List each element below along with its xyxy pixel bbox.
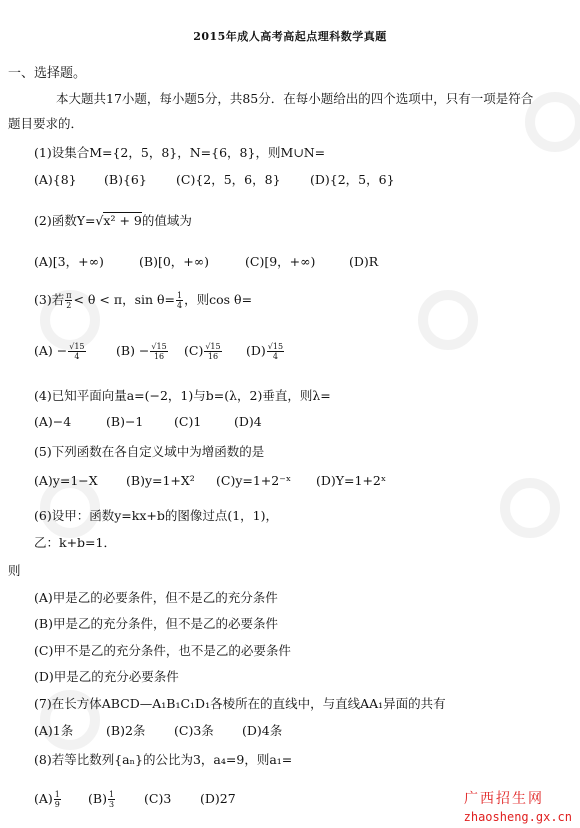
question-3-prefix: (3)若 bbox=[34, 292, 65, 307]
option-c: (C)3 bbox=[144, 791, 172, 806]
option-b: (B)y=1+X² bbox=[126, 473, 195, 488]
question-6-option-d: (D)甲是乙的充分必要条件 bbox=[34, 669, 179, 684]
question-2-radicand: x² + 9 bbox=[103, 213, 142, 228]
option-d: (D)27 bbox=[200, 791, 236, 806]
option-c: (C)3条 bbox=[174, 723, 214, 738]
question-2 bbox=[34, 211, 192, 229]
page-title: 2015年成人高考高起点理科数学真题 bbox=[193, 30, 387, 43]
option-b: (B) $\frac{1}{3}$ bbox=[88, 790, 115, 809]
option-a: (A)[3，+∞) bbox=[34, 254, 104, 269]
question-2-suffix: 的值域为 bbox=[141, 213, 192, 228]
option-a: (A) $\frac{1}{9}$ bbox=[34, 790, 60, 809]
option-a: (A)−4 bbox=[34, 414, 72, 429]
fraction-one-fourth: $\frac{1}{4}$ bbox=[177, 291, 183, 310]
option-b: (B)[0，+∞) bbox=[139, 254, 210, 269]
question-1: (1)设集合M={2，5，8}，N={6，8}，则M∪N= bbox=[34, 145, 326, 160]
option-c: (C)[9，+∞) bbox=[245, 254, 316, 269]
question-4: (4)已知平面向量a=(−2，1)与b=(λ，2)垂直，则λ= bbox=[34, 388, 331, 403]
site-name-footer: 广西招生网 bbox=[464, 791, 544, 807]
option-a: (A)y=1−X bbox=[34, 473, 98, 488]
option-c: (C)y=1+2⁻ˣ bbox=[216, 473, 292, 488]
watermark-logo bbox=[500, 478, 560, 538]
option-d: (D)4条 bbox=[242, 723, 283, 738]
site-url-footer[interactable]: zhaosheng.gx.cn bbox=[463, 810, 572, 824]
option-c: (C)1 bbox=[174, 414, 202, 429]
question-8-options bbox=[34, 790, 236, 809]
question-2-options bbox=[34, 252, 378, 270]
option-b: (B) − $\frac{√15}{16}$ bbox=[116, 342, 167, 361]
option-b: (B)2条 bbox=[106, 723, 146, 738]
question-3-suffix: ，则cos θ= bbox=[184, 292, 253, 307]
option-a: (A)1条 bbox=[34, 723, 74, 738]
question-5-options bbox=[34, 473, 386, 488]
intro-line-2: 题目要求的． bbox=[8, 116, 84, 131]
question-8: (8)若等比数列{aₙ}的公比为3，a₄=9，则a₁= bbox=[34, 752, 293, 767]
option-c: (C){2，5，6，8} bbox=[176, 172, 281, 187]
option-d: (D)4 bbox=[234, 414, 262, 429]
question-3 bbox=[34, 290, 252, 310]
question-2-prefix: (2)函数Y=√ bbox=[34, 213, 104, 228]
question-6-option-c: (C)甲不是乙的充分条件，也不是乙的必要条件 bbox=[34, 643, 291, 658]
option-c: (C) $\frac{√15}{16}$ bbox=[184, 342, 221, 361]
intro-line-1: 本大题共17小题，每小题5分，共85分．在每小题给出的四个选项中，只有一项是符合 bbox=[56, 91, 534, 106]
question-4-options bbox=[34, 414, 262, 429]
question-3-options bbox=[34, 342, 285, 361]
fraction-pi-over-2: $\frac{\pi}{2}$ bbox=[66, 291, 72, 310]
option-d: (D) $\frac{√15}{4}$ bbox=[246, 342, 284, 361]
question-6-line-2: 乙：k+b=1． bbox=[34, 535, 116, 550]
question-6-option-a: (A)甲是乙的必要条件，但不是乙的充分条件 bbox=[34, 590, 278, 605]
question-7: (7)在长方体ABCD—A₁B₁C₁D₁各棱所在的直线中，与直线AA₁异面的共有 bbox=[34, 696, 446, 711]
question-6: (6)设甲：函数y=kx+b的图像过点(1，1)， bbox=[34, 508, 279, 523]
option-a: (A) − $\frac{√15}{4}$ bbox=[34, 342, 85, 361]
option-b: (B)−1 bbox=[106, 414, 144, 429]
option-b: (B){6} bbox=[104, 172, 147, 187]
question-6-option-b: (B)甲是乙的充分条件，但不是乙的必要条件 bbox=[34, 616, 278, 631]
option-d: (D){2，5，6} bbox=[310, 172, 395, 187]
option-d: (D)R bbox=[349, 254, 379, 269]
watermark-logo bbox=[418, 290, 478, 350]
question-7-options bbox=[34, 721, 282, 739]
question-1-options bbox=[34, 170, 395, 188]
option-a: (A){8} bbox=[34, 172, 77, 187]
question-6-then: 则 bbox=[8, 563, 21, 578]
question-5: (5)下列函数在各自定义域中为增函数的是 bbox=[34, 444, 265, 459]
option-d: (D)Y=1+2ˣ bbox=[316, 473, 387, 488]
section-heading: 一、选择题。 bbox=[8, 66, 87, 81]
question-3-mid: < θ < π，sin θ= bbox=[73, 292, 176, 307]
